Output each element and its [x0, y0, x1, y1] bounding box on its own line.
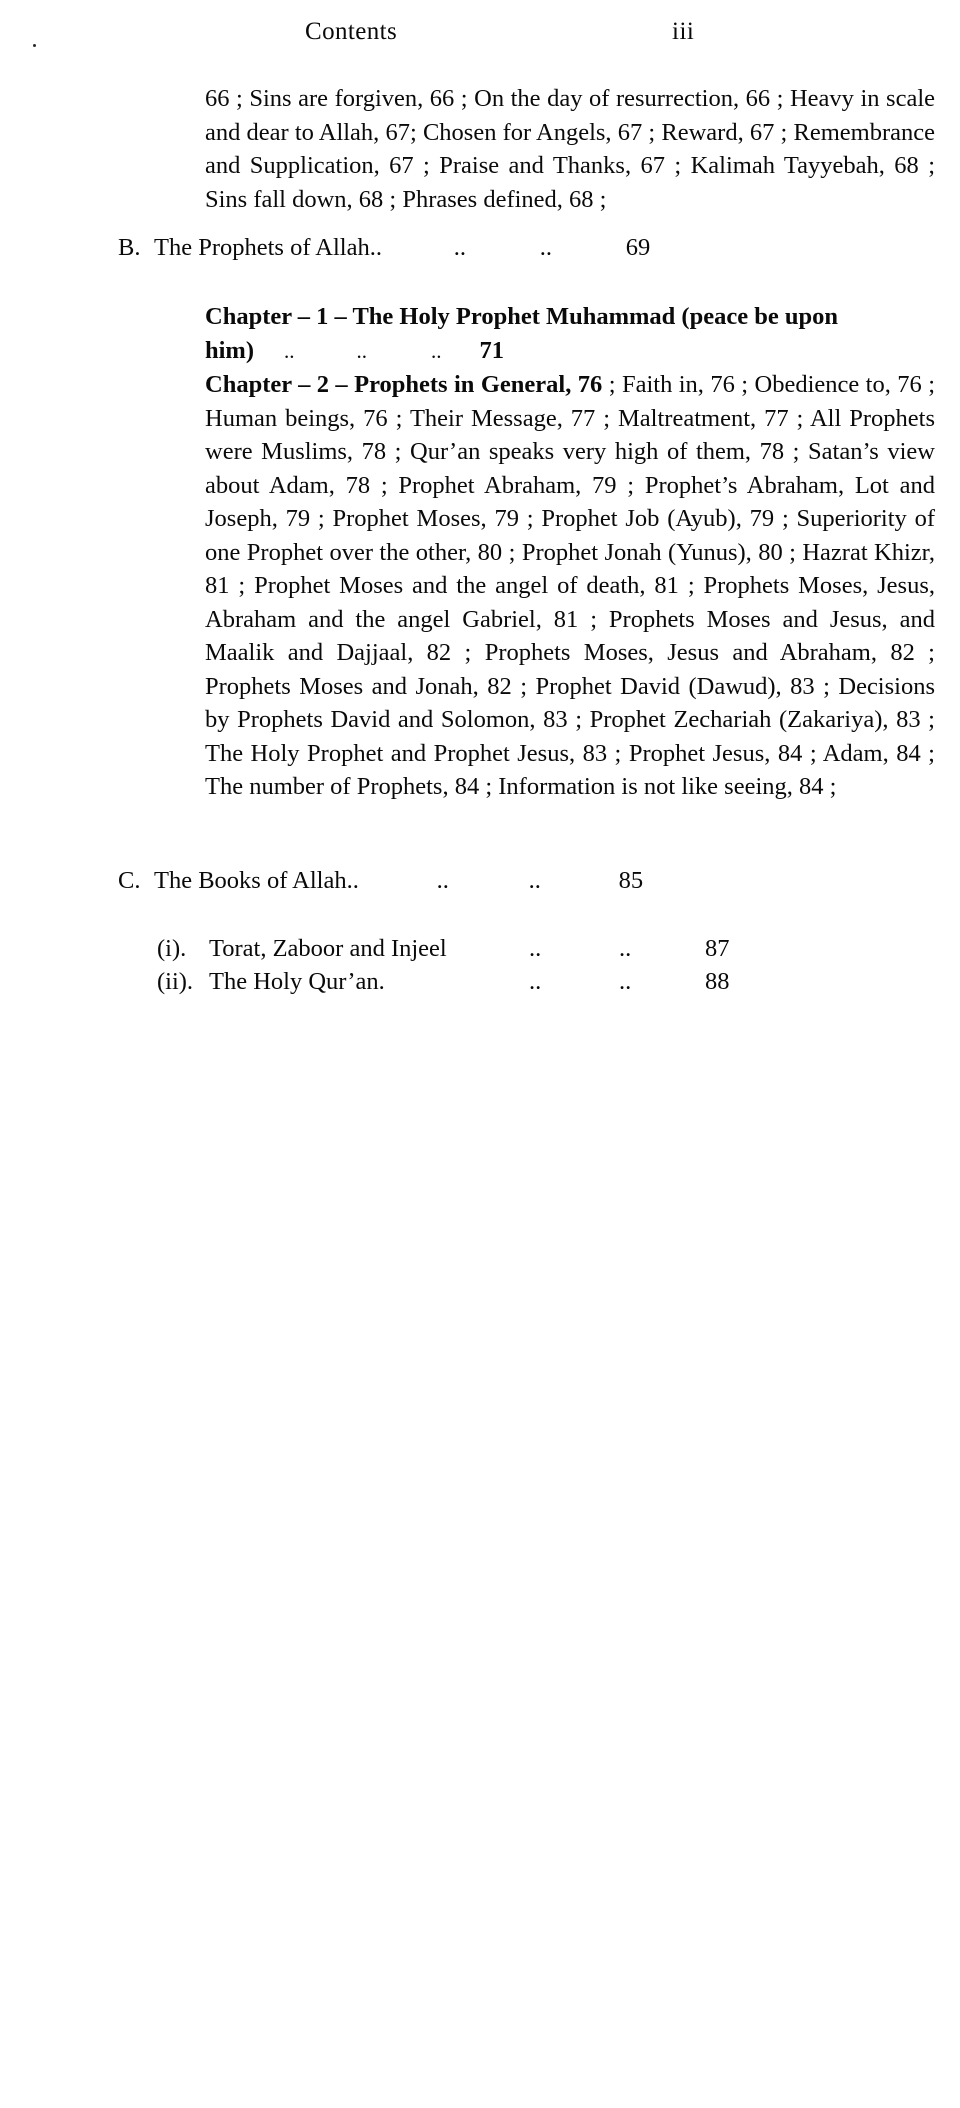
toc-entry-label: C. — [118, 867, 141, 894]
page-number: iii — [672, 18, 695, 45]
running-head — [0, 18, 960, 58]
toc-leader-dots: .. — [346, 867, 359, 894]
toc-entry-title: The Books of Allah — [154, 867, 347, 894]
toc-entry-c — [118, 866, 878, 2108]
toc-leader-dots: .. — [619, 935, 632, 962]
running-head-title: Contents — [305, 18, 398, 45]
toc-sub-entries — [157, 932, 857, 998]
toc-entry-page: 69 — [625, 234, 651, 261]
toc-sub-entry-title: Torat, Zaboor and Injeel — [209, 935, 447, 962]
chapter2-body: ; Faith in, 76 ; Obedience to, 76 ; Human beings, 76 ; Their Message, 77 ; Maltreatment, 77 ; All Prophets were Muslims, 78 ; Qur’an speaks very high of them, 78 ; Satan’s view about Adam, 78 ; Prophet Abraham, 79 ; Prophet’s Abraham, Lot and Joseph, 79 ; Prophet Moses, 79 ; Prophet Job (Ayub), 79 ; Superiority of one Prophet over the other, 80 ; Prophet Jonah (Yunus), 80 ; Hazrat Khizr, 81 ; Prophet Moses and the angel of death, 81 ; Prophets Moses, Jesus, Abraham and the angel Gabriel, 81 ; Prophets Moses and Jesus, and Maalik and Dajjaal, 82 ; Prophets Moses, Jesus and Abraham, 82 ; Prophets Moses and Jonah, 82 ; Prophet David (Dawud), 83 ; Decisions by Prophets David and Solomon, 83 ; Prophet Zechariah (Zakariya), 83 ; The Holy Prophet and Prophet Jesus, 83 ; Prophet Jesus, 84 ; Adam, 84 ; The number of Prophets, 84 ; Information is not like seeing, 84 ; — [205, 371, 936, 800]
toc-sub-entry-number: (ii). — [157, 968, 194, 995]
toc-entry-page: 85 — [618, 867, 644, 894]
chapter1-leader-2: .. — [356, 338, 367, 363]
chapter2-heading: Chapter – 2 – Prophets in General — [205, 371, 566, 398]
chapter2-entry: Chapter – 2 – Prophets in General, 76 ; Faith in, 76 ; Obedience to, 76 ; Human beings, 76 ; Their Message, 77 ; Maltreatment, 77 ; All Prophets were Muslims, 78 ; Qur’an speaks very high of them, 78 ; Satan’s view about Adam, 78 ; Prophet Abraham, 79 ; Prophet’s Abraham, Lot and Joseph, 79 ; Prophet Moses, 79 ; Prophet Job (Ayub), 79 ; Superiority of one Prophet over the other, 80 ; Prophet Jonah (Yunus), 80 ; Hazrat Khizr, 81 ; Prophet Moses and the angel of death, 81 ; Prophets Moses, Jesus, Abraham and the angel Gabriel, 81 ; Prophets Moses and Jesus, and Maalik and Dajjaal, 82 ; Prophets Moses, Jesus and Abraham, 82 ; Prophets Moses and Jonah, 82 ; Prophet David (Dawud), 83 ; Decisions by Prophets David and Solomon, 83 ; Prophet Zechariah (Zakariya), 83 ; The Holy Prophet and Prophet Jesus, 83 ; Prophet Jesus, 84 ; Adam, 84 ; The number of Prophets, 84 ; Information is not like seeing, 84 ; — [205, 371, 936, 800]
toc-leader-dots: .. — [529, 968, 542, 995]
chapter1-leader-3: .. — [431, 338, 442, 363]
toc-sub-entry-page: 88 — [705, 968, 730, 995]
toc-sub-entry-number: (i). — [157, 935, 187, 962]
toc-sub-entry-row — [157, 932, 857, 965]
toc-leader-dots: .. — [619, 968, 632, 995]
toc-entry-label: B. — [118, 234, 141, 261]
toc-sub-entry-title: The Holy Qur’an. — [209, 968, 385, 995]
toc-leader-dots: .. — [453, 234, 466, 261]
toc-leader-dots: .. — [529, 935, 542, 962]
chapter1-heading: Chapter – 1 – The Holy Prophet Muhammad (peace be upon — [205, 303, 838, 330]
toc-sub-entry-page: 87 — [705, 935, 730, 962]
chapter1-heading-continued — [205, 334, 935, 369]
toc-leader-dots: .. — [369, 234, 382, 261]
toc-leader-dots: .. — [539, 234, 552, 261]
continuation-paragraph: 66 ; Sins are forgiven, 66 ; On the day of resurrection, 66 ; Heavy in scale and dear to Allah, 67; Chosen for Angels, 67 ; Reward, 67 ; Remembrance and Supplication, 67 ; Praise and Thanks, 67 ; Kalimah Tayyebah, 68 ; Sins fall down, 68 ; Phrases defined, 68 ; — [205, 85, 935, 213]
chapter1-heading-cont-text: him) — [205, 336, 254, 364]
toc-entry-row — [118, 866, 878, 2108]
chapter1-leader-1: .. — [284, 338, 295, 363]
chapter1-page: 71 — [479, 336, 504, 364]
toc-leader-dots: .. — [436, 867, 449, 894]
toc-entry-title: The Prophets of Allah — [154, 234, 370, 261]
toc-leader-dots: .. — [528, 867, 541, 894]
toc-sub-entry-row — [157, 965, 857, 998]
chapter-listing — [205, 300, 935, 804]
chapter2-page: 76 — [577, 371, 603, 398]
